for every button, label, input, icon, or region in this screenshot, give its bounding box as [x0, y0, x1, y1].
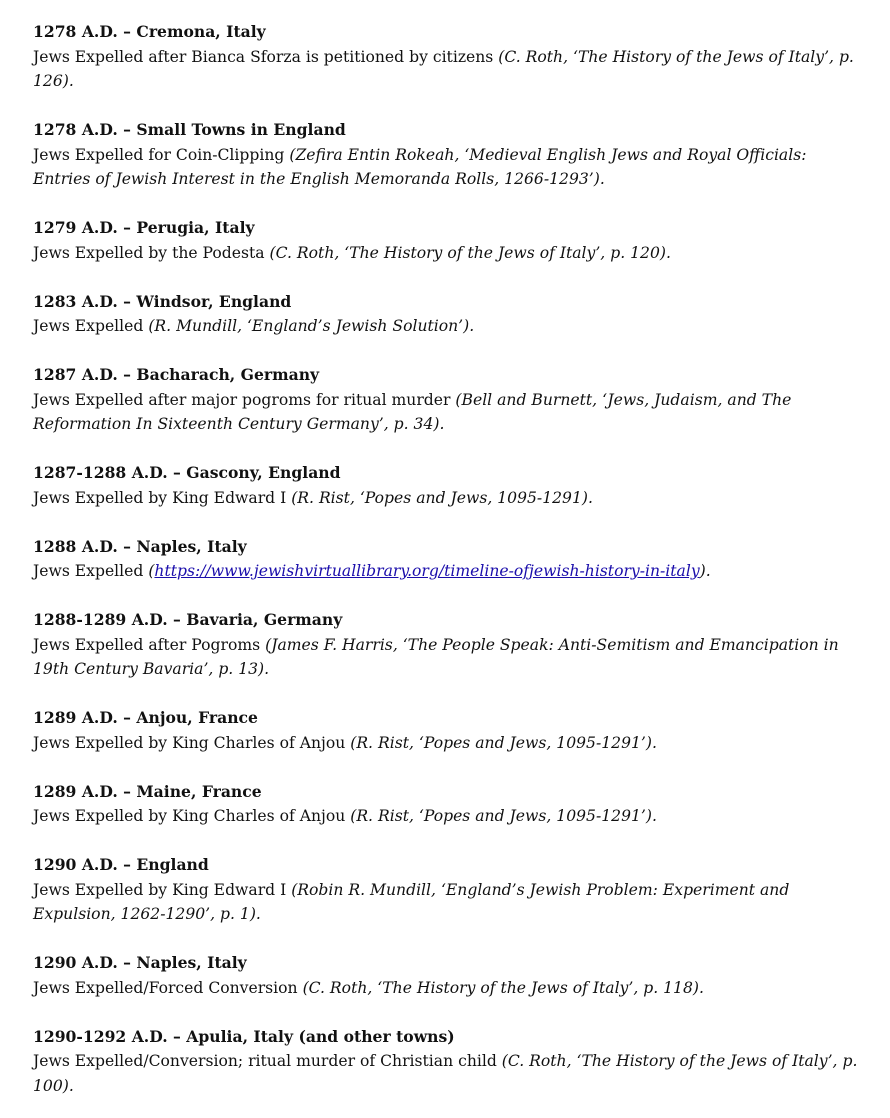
entry-citation: (Robin R. Mundill, ‘England’s Jewish Problem: Experiment and Expulsion, 1262-1290’, p. 1).	[33, 880, 790, 923]
timeline-entry	[33, 461, 860, 510]
entry-text: Jews Expelled	[33, 562, 149, 580]
timeline-entry	[33, 951, 860, 1000]
timeline-entry	[33, 853, 860, 927]
entry-title: 1283 A.D. – Windsor, England	[33, 291, 292, 311]
entry-title: 1278 A.D. – Cremona, Italy	[33, 22, 266, 41]
entry-text: Jews Expelled by King Charles of Anjou	[33, 807, 351, 825]
entry-title: 1290 A.D. – England	[33, 855, 209, 874]
entry-citation: (C. Roth, ‘The History of the Jews of Italy’, p. 120).	[269, 243, 671, 262]
entry-text: Jews Expelled by King Edward I	[33, 880, 292, 899]
entry-citation: (R. Rist, ‘Popes and Jews, 1095-1291).	[291, 488, 593, 507]
entry-title: 1288-1289 A.D. – Bavaria, Germany	[33, 610, 343, 629]
timeline-entry	[33, 1025, 860, 1099]
entry-title: 1290-1292 A.D. – Apulia, Italy (and other towns)	[33, 1026, 455, 1046]
citation-link[interactable]: https://www.jewishvirtuallibrary.org/timeline-ofjewish-history-in-italy	[154, 562, 700, 580]
entry-citation-open: (	[148, 562, 155, 580]
entry-title: 1279 A.D. – Perugia, Italy	[33, 218, 255, 237]
entry-title: 1287 A.D. – Bacharach, Germany	[33, 365, 320, 384]
entry-citation: (C. Roth, ‘The History of the Jews of Italy’, p. 118).	[302, 978, 704, 997]
timeline-entry	[33, 706, 860, 755]
entry-title: 1287-1288 A.D. – Gascony, England	[33, 463, 341, 482]
entry-text: Jews Expelled by King Edward I	[33, 488, 292, 507]
timeline-entry	[33, 535, 860, 584]
timeline-entry	[33, 363, 860, 437]
timeline-entry	[33, 20, 860, 94]
entry-title: 1278 A.D. – Small Towns in England	[33, 120, 346, 139]
entry-citation: (R. Rist, ‘Popes and Jews, 1095-1291’).	[350, 807, 657, 825]
entry-text: Jews Expelled/Forced Conversion	[33, 978, 303, 997]
timeline-entry	[33, 290, 860, 339]
timeline-entry	[33, 608, 860, 682]
entry-title: 1289 A.D. – Maine, France	[33, 781, 262, 801]
entry-citation: (R. Mundill, ‘England’s Jewish Solution’).	[148, 317, 475, 335]
timeline-entry	[33, 118, 860, 192]
entry-text: Jews Expelled for Coin-Clipping	[33, 145, 290, 164]
entry-citation: (James F. Harris, ‘The People Speak: Anti-Semitism and Emancipation in 19th Century Bavaria’, p. 13).	[33, 635, 839, 678]
entry-text: Jews Expelled by the Podesta	[33, 243, 270, 262]
entry-citation: (Zefira Entin Rokeah, ‘Medieval English Jews and Royal Officials: Entries of Jewish Interest in the English Memoranda Rolls, 1266-1293’).	[33, 145, 807, 188]
entry-citation: (C. Roth, ‘The History of the Jews of Italy’, p. 100).	[33, 1052, 858, 1095]
entry-text: Jews Expelled after Pogroms	[33, 635, 266, 654]
entry-text: Jews Expelled after major pogroms for ritual murder	[33, 390, 456, 409]
entry-citation: (R. Rist, ‘Popes and Jews, 1095-1291’).	[350, 733, 657, 752]
entry-title: 1290 A.D. – Naples, Italy	[33, 953, 247, 972]
entry-citation-close: ).	[699, 562, 711, 580]
entry-text: Jews Expelled	[33, 317, 149, 335]
entry-title: 1289 A.D. – Anjou, France	[33, 708, 258, 727]
entry-text: Jews Expelled after Bianca Sforza is petitioned by citizens	[33, 47, 499, 66]
timeline-entry	[33, 780, 860, 829]
entry-citation: (C. Roth, ‘The History of the Jews of Italy’, p. 126).	[33, 47, 854, 90]
entry-text: Jews Expelled/Conversion; ritual murder of Christian child	[33, 1052, 502, 1070]
entry-title: 1288 A.D. – Naples, Italy	[33, 536, 247, 556]
entry-text: Jews Expelled by King Charles of Anjou	[33, 733, 351, 752]
entry-citation: (Bell and Burnett, ‘Jews, Judaism, and The Reformation In Sixteenth Century Germany’, p. 34).	[33, 390, 792, 433]
timeline-entry	[33, 216, 860, 265]
